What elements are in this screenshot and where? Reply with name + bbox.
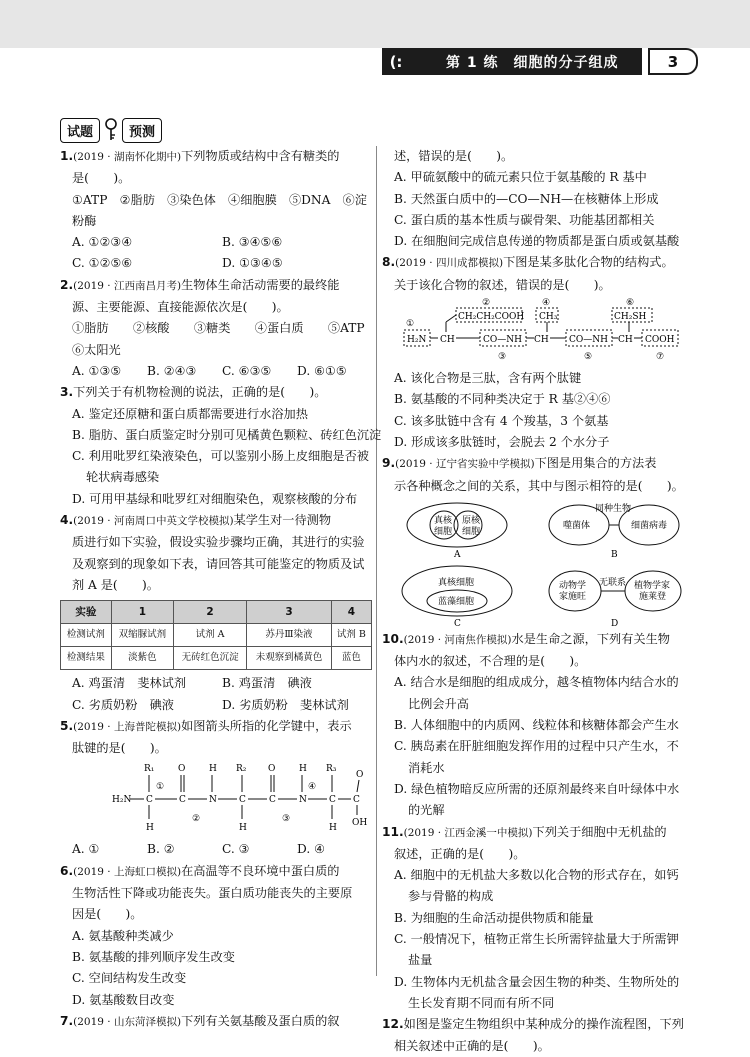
fig-text: C bbox=[329, 795, 336, 806]
option-b: B. ③④⑤⑥ bbox=[222, 235, 283, 250]
option-c: C. ③ bbox=[222, 842, 250, 857]
option-b: B. 氨基酸的不同种类决定于 R 基②④⑥ bbox=[394, 392, 611, 407]
question-stem: 如图是鉴定生物组织中某种成分的操作流程图，下列 bbox=[403, 1017, 684, 1032]
fig-text: H bbox=[329, 823, 337, 834]
question-source: (2019 · 湖南怀化期中) bbox=[73, 151, 182, 163]
question-source: (2019 · 河南焦作模拟) bbox=[403, 633, 512, 646]
option-c: C. 一般情况下，植物正常生长所需锌盐量大于所需钾 bbox=[394, 932, 679, 947]
fig-text: N bbox=[299, 795, 307, 806]
option-a: A. ① bbox=[72, 842, 100, 857]
fig-text: C bbox=[239, 795, 246, 806]
fig-text: H₂N bbox=[112, 795, 132, 806]
question-source: (2019 · 四川成都模拟) bbox=[395, 257, 504, 270]
table-header-row bbox=[61, 601, 372, 624]
option-a: A. ①③⑤ bbox=[72, 363, 122, 378]
option-c-cont: 盐量 bbox=[408, 953, 433, 968]
peptide-structure-figure bbox=[60, 759, 372, 839]
option-c: C. 利用吡罗红染液染色，可以鉴别小肠上皮细胞是否被 bbox=[72, 449, 369, 464]
question-stem: 下列关于细胞中无机盐的 bbox=[532, 824, 667, 839]
group-text: CO—NH bbox=[483, 335, 522, 346]
question-items: ⑥太阳光 bbox=[72, 342, 121, 357]
fig-text: CH bbox=[534, 335, 549, 346]
question-number: 1. bbox=[60, 149, 74, 163]
group-marker: ③ bbox=[498, 352, 507, 363]
fig-text: C bbox=[353, 795, 360, 806]
group-text: CH₃ bbox=[539, 312, 558, 323]
question-stem: 生物活性下降或功能丧失。蛋白质功能丧失的主要原 bbox=[72, 886, 353, 901]
fig-text: C bbox=[269, 795, 276, 806]
option-b: B. 人体细胞中的内质网、线粒体和核糖体都会产生水 bbox=[394, 718, 679, 733]
question-source: (2019 · 辽宁省实验中学模拟) bbox=[395, 458, 535, 471]
option-c-cont: 消耗水 bbox=[408, 760, 445, 775]
question-source: (2019 · 上海虹口模拟) bbox=[73, 865, 182, 878]
table-cell: 淡紫色 bbox=[111, 647, 173, 670]
fig-text: H bbox=[239, 823, 247, 834]
question-stem: 下列物质或结构中含有糖类的 bbox=[181, 149, 340, 163]
table-row bbox=[61, 624, 372, 647]
question-source: (2019 · 河南周口中英文学校模拟) bbox=[73, 515, 234, 528]
option-d: D. 生物体内无机盐含量会因生物的种类、生物所处的 bbox=[394, 974, 680, 989]
table-header: 3 bbox=[247, 601, 332, 624]
table-header: 实验 bbox=[61, 601, 112, 624]
table-cell: 未观察到橘黄色 bbox=[247, 647, 332, 670]
fig-text: R₂ bbox=[236, 764, 247, 775]
group-text: CO—NH bbox=[569, 335, 608, 346]
fig-text: 真核 bbox=[434, 515, 453, 526]
fig-text: 同种生物 bbox=[595, 503, 632, 514]
question-number: 9. bbox=[382, 456, 396, 471]
question-stem: 是( )。 bbox=[72, 171, 131, 186]
option-d-cont: 生长发育期不同而有所不同 bbox=[408, 995, 555, 1010]
option-b: B. 鸡蛋清 碘液 bbox=[222, 676, 312, 691]
option-d: D. 形成该多肽链时，会脱去 2 个水分子 bbox=[394, 434, 610, 449]
table-cell: 试剂 B bbox=[331, 624, 371, 647]
option-a-cont: 参与骨骼的构成 bbox=[408, 889, 494, 904]
fig-text: R₃ bbox=[326, 764, 337, 775]
question-stem: 体内水的叙述，不合理的是( )。 bbox=[394, 654, 587, 669]
chapter-title: 第 1 练 细胞的分子组成 bbox=[446, 54, 619, 71]
table-cell: 双缩脲试剂 bbox=[111, 624, 173, 647]
fig-text: 无联系 bbox=[599, 577, 627, 588]
fig-text: 噬菌体 bbox=[563, 520, 591, 531]
experiment-table bbox=[60, 600, 372, 670]
question-6 bbox=[60, 861, 372, 1011]
fig-text: O bbox=[268, 764, 276, 775]
question-number: 4. bbox=[60, 513, 74, 528]
question-7 bbox=[60, 1011, 372, 1033]
question-stem: 某学生对一待测物 bbox=[233, 513, 332, 528]
diagram-label: A bbox=[454, 549, 461, 559]
question-stem: 下列有关氨基酸及蛋白质的叙 bbox=[181, 1013, 340, 1028]
bond-marker: ① bbox=[156, 782, 165, 793]
right-column bbox=[382, 146, 696, 1057]
bond-marker: ④ bbox=[308, 782, 317, 793]
option-c-cont: 轮状病毒感染 bbox=[86, 470, 160, 485]
table-cell: 苏丹Ⅲ染液 bbox=[247, 624, 332, 647]
option-b: B. ②④③ bbox=[147, 363, 197, 378]
option-d: D. ①③④⑤ bbox=[222, 256, 283, 271]
question-stem: 肽键的是( )。 bbox=[72, 741, 167, 756]
diagram-c bbox=[382, 563, 539, 627]
column-divider bbox=[376, 146, 377, 976]
diagram-label: B bbox=[611, 549, 618, 559]
question-12 bbox=[382, 1014, 696, 1057]
question-number: 5. bbox=[60, 718, 74, 733]
section-heading bbox=[60, 118, 162, 142]
question-items: 粉酶 bbox=[72, 213, 97, 228]
option-d: D. 可用甲基绿和吡罗红对细胞染色，观察核酸的分布 bbox=[72, 491, 358, 506]
option-b: B. 为细胞的生命活动提供物质和能量 bbox=[394, 910, 594, 925]
question-stem: 因是( )。 bbox=[72, 907, 143, 922]
option-a: A. 该化合物是三肽，含有两个肽键 bbox=[394, 371, 582, 386]
question-number: 7. bbox=[60, 1013, 74, 1028]
fig-text: 原核 bbox=[462, 515, 481, 526]
group-marker: ② bbox=[482, 298, 491, 309]
bond-marker: ③ bbox=[282, 814, 291, 825]
question-stem: 如图箭头所指的化学键中，表示 bbox=[181, 718, 352, 733]
fig-text: 动物学 bbox=[559, 580, 587, 591]
question-stem: 质进行如下实验，假设实验步骤均正确，其进行的实验 bbox=[72, 535, 365, 550]
option-c: C. 空间结构发生改变 bbox=[72, 971, 187, 986]
option-d: D. 在细胞间完成信息传递的物质都是蛋白质或氨基酸 bbox=[394, 234, 680, 249]
header-bar bbox=[382, 48, 642, 75]
question-stem: 相关叙述中正确的是( )。 bbox=[394, 1038, 550, 1053]
question-stem: 叙述，正确的是( )。 bbox=[394, 846, 526, 861]
fig-text: H bbox=[146, 823, 154, 834]
question-number: 10. bbox=[382, 631, 404, 646]
question-stem: 下列关于有机物检测的说法，正确的是( )。 bbox=[73, 385, 327, 400]
fig-text: 植物学家 bbox=[634, 580, 671, 591]
key-icon bbox=[100, 118, 122, 142]
question-stem: 及观察到的现象如下表，请回答其可能鉴定的物质及试 bbox=[72, 556, 365, 571]
question-3 bbox=[60, 382, 382, 510]
table-cell: 检测结果 bbox=[61, 647, 112, 670]
fig-text: 真核细胞 bbox=[438, 577, 475, 588]
diagram-b bbox=[539, 499, 696, 559]
fig-text: 施莱登 bbox=[639, 591, 667, 602]
option-b: B. ② bbox=[147, 842, 175, 857]
header-quote-icon: (: bbox=[389, 52, 403, 71]
question-11 bbox=[382, 822, 696, 1015]
fig-text: R₁ bbox=[144, 764, 155, 775]
question-stem: 述，错误的是( )。 bbox=[394, 149, 514, 163]
section-label-a: 试题 bbox=[60, 118, 100, 143]
table-row bbox=[61, 647, 372, 670]
option-b: B. 脂肪、蛋白质鉴定时分别可见橘黄色颗粒、砖红色沉淀 bbox=[72, 427, 382, 442]
question-number: 3. bbox=[60, 385, 74, 400]
option-d: D. ④ bbox=[297, 842, 326, 857]
question-9 bbox=[382, 453, 696, 627]
top-band bbox=[0, 0, 750, 48]
fig-text: H bbox=[299, 764, 307, 775]
question-stem: 剂 A 是( )。 bbox=[72, 577, 159, 592]
fig-text: OH bbox=[352, 818, 368, 829]
question-5 bbox=[60, 716, 372, 861]
fig-text: H bbox=[209, 764, 217, 775]
option-a: A. 结合水是细胞的组成成分，越冬植物体内结合水的 bbox=[394, 675, 679, 690]
fig-text: O bbox=[356, 770, 364, 781]
bond-marker: ② bbox=[192, 814, 201, 825]
diagram-label: D bbox=[611, 618, 619, 627]
diagram-label: C bbox=[454, 618, 461, 627]
question-number: 8. bbox=[382, 255, 396, 270]
table-cell: 检测试剂 bbox=[61, 624, 112, 647]
option-d: D. 劣质奶粉 斐林试剂 bbox=[222, 697, 349, 712]
group-marker: ⑦ bbox=[656, 352, 665, 363]
option-d-cont: 的光解 bbox=[408, 803, 445, 818]
group-marker: ① bbox=[406, 319, 415, 330]
question-items: ①脂肪 ②核酸 ③糖类 ④蛋白质 ⑤ATP bbox=[72, 321, 365, 336]
group-text: H₂N bbox=[407, 335, 427, 346]
table-header: 2 bbox=[173, 601, 246, 624]
fig-text: CH bbox=[618, 335, 633, 346]
option-d: D. 绿色植物暗反应所需的还原剂最终来自叶绿体中水 bbox=[394, 781, 680, 796]
option-c: C. 该多肽链中含有 4 个羧基，3 个氨基 bbox=[394, 413, 609, 428]
option-a: A. 鸡蛋清 斐林试剂 bbox=[72, 676, 187, 691]
question-number: 6. bbox=[60, 863, 74, 878]
group-marker: ⑥ bbox=[626, 298, 635, 309]
question-source: (2019 · 江西南昌月考) bbox=[73, 279, 182, 292]
option-d: D. ⑥①⑤ bbox=[297, 363, 347, 378]
fig-text: CH bbox=[440, 335, 455, 346]
option-c: C. 劣质奶粉 碘液 bbox=[72, 697, 174, 712]
fig-text: 细胞 bbox=[434, 526, 453, 537]
question-stem: 生物体生命活动需要的最终能 bbox=[181, 277, 340, 292]
fig-text: C bbox=[179, 795, 186, 806]
group-marker: ④ bbox=[542, 298, 551, 309]
question-10 bbox=[382, 629, 696, 822]
option-b: B. 天然蛋白质中的—CO—NH—在核糖体上形成 bbox=[394, 191, 659, 206]
option-a: A. 甲硫氨酸中的硫元素只位于氨基酸的 R 基中 bbox=[394, 170, 647, 185]
question-stem: 在高温等不良环境中蛋白质的 bbox=[181, 863, 340, 878]
table-cell: 无砖红色沉淀 bbox=[173, 647, 246, 670]
option-c: C. 蛋白质的基本性质与碳骨架、功能基团都相关 bbox=[394, 212, 655, 227]
option-b: B. 氨基酸的排列顺序发生改变 bbox=[72, 949, 235, 964]
option-d: D. 氨基酸数目改变 bbox=[72, 992, 175, 1007]
group-text: COOH bbox=[645, 335, 675, 346]
question-stem: 下图是某多肽化合物的结构式。 bbox=[503, 255, 674, 270]
fig-text: 蓝藻细胞 bbox=[438, 596, 475, 607]
question-stem: 下图是用集合的方法表 bbox=[534, 456, 657, 471]
fig-text: 家施旺 bbox=[559, 591, 587, 602]
question-items: ①ATP ②脂肪 ③染色体 ④细胞膜 ⑤DNA ⑥淀 bbox=[72, 192, 367, 207]
question-source: (2019 · 山东菏泽模拟) bbox=[73, 1015, 182, 1028]
fig-text: N bbox=[209, 795, 217, 806]
option-c: C. ⑥③⑤ bbox=[222, 363, 272, 378]
fig-text: 细胞 bbox=[462, 526, 481, 537]
option-a: A. 氨基酸种类减少 bbox=[72, 928, 174, 943]
diagram-d bbox=[539, 563, 696, 627]
fig-text: C bbox=[146, 795, 153, 806]
table-header: 1 bbox=[111, 601, 173, 624]
fig-text: 细菌病毒 bbox=[631, 520, 668, 531]
option-a: A. 细胞中的无机盐大多数以化合物的形式存在，如钙 bbox=[394, 868, 679, 883]
question-number: 2. bbox=[60, 277, 74, 292]
question-4 bbox=[60, 510, 372, 716]
option-a-cont: 比例会升高 bbox=[408, 696, 469, 711]
table-header: 4 bbox=[331, 601, 371, 624]
table-cell: 试剂 A bbox=[173, 624, 246, 647]
question-source: (2019 · 江西金溪一中模拟) bbox=[403, 826, 533, 839]
diagram-a bbox=[382, 499, 539, 559]
fig-text: O bbox=[178, 764, 186, 775]
option-c: C. 胰岛素在肝脏细胞发挥作用的过程中只产生水，不 bbox=[394, 739, 679, 754]
polypeptide-figure bbox=[382, 296, 696, 368]
group-text: CH₂SH bbox=[614, 312, 647, 323]
question-7-cont bbox=[382, 146, 696, 252]
question-number: 11. bbox=[382, 824, 404, 839]
section-label-b: 预测 bbox=[122, 118, 162, 143]
question-source: (2019 · 上海普陀模拟) bbox=[73, 720, 182, 733]
page-number: 3 bbox=[648, 48, 698, 75]
question-stem: 关于该化合物的叙述，错误的是( )。 bbox=[394, 277, 611, 292]
question-stem: 源、主要能源、直接能源依次是( )。 bbox=[72, 300, 289, 315]
question-stem: 水是生命之源，下列有关生物 bbox=[511, 631, 670, 646]
group-marker: ⑤ bbox=[584, 352, 593, 363]
question-2 bbox=[60, 275, 372, 382]
group-text: CH₂CH₂COOH bbox=[458, 312, 525, 323]
question-8 bbox=[382, 252, 696, 453]
option-a: A. ①②③④ bbox=[72, 235, 133, 250]
set-diagrams bbox=[382, 499, 696, 627]
option-a: A. 鉴定还原糖和蛋白质都需要进行水浴加热 bbox=[72, 406, 308, 421]
question-1 bbox=[60, 146, 372, 275]
option-c: C. ①②⑤⑥ bbox=[72, 256, 133, 271]
question-number: 12. bbox=[382, 1017, 404, 1032]
table-cell: 蓝色 bbox=[331, 647, 371, 670]
question-stem: 示各种概念之间的关系，其中与图示相符的是( )。 bbox=[394, 478, 684, 493]
left-column bbox=[60, 146, 382, 1033]
